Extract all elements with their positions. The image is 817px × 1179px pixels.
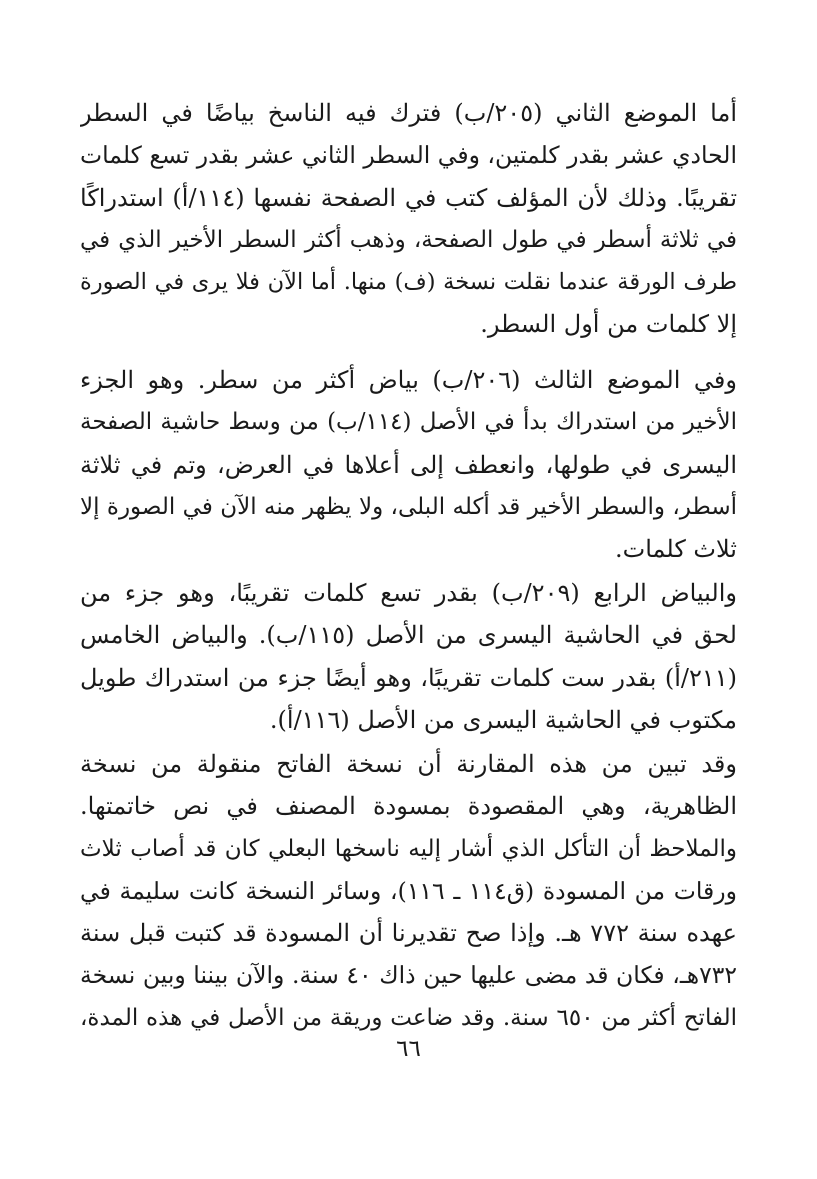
paragraph-3: [80, 572, 737, 741]
text-line: الحادي عشر بقدر كلمتين، وفي السطر الثاني عشر بقدر تسع كلمات: [80, 141, 737, 170]
text-line: والملاحظ أن التأكل الذي أشار إليه ناسخها البعلي كان قد أصاب ثلاث: [80, 835, 737, 862]
text-line: عهده سنة ٧٧٢ هـ. وإذا صح تقديرنا أن المسودة قد كتبت قبل سنة: [80, 919, 737, 948]
text-line: اليسرى في طولها، وانعطف إلى أعلاها في العرض، وتم في ثلاثة: [80, 450, 737, 479]
text-line: أما الموضع الثاني (٢٠٥/ب) فترك فيه الناسخ بياضًا في السطر: [80, 99, 737, 127]
paragraph-1: [80, 92, 737, 346]
text-line: مكتوب في الحاشية اليسرى من الأصل (١١٦/أ).: [269, 705, 737, 734]
text-line: أسطر، والسطر الأخير قد أكله البلى، ولا يظهر منه الآن في الصورة إلا: [80, 493, 737, 520]
paragraph-2: [80, 359, 737, 570]
text-line: الفاتح أكثر من ٦٥٠ سنة. وقد ضاعت وريقة من الأصل في هذه المدة،: [80, 1004, 737, 1031]
text-line: وفي الموضع الثالث (٢٠٦/ب) بياض أكثر من سطر. وهو الجزء: [80, 366, 737, 394]
paragraph-4: [80, 743, 737, 1039]
text-line: لحق في الحاشية اليسرى من الأصل (١١٥/ب). والبياض الخامس: [80, 621, 737, 650]
text-line: في ثلاثة أسطر في طول الصفحة، وذهب أكثر السطر الأخير الذي في: [80, 226, 737, 253]
text-line: تقريبًا. وذلك لأن المؤلف كتب في الصفحة نفسها (١١٤/أ) استدراكًا: [80, 183, 737, 212]
text-line: والبياض الرابع (٢٠٩/ب) بقدر تسع كلمات تقريبًا، وهو جزء من: [80, 579, 737, 607]
text-line: وقد تبين من هذه المقارنة أن نسخة الفاتح منقولة من نسخة: [80, 750, 737, 778]
text-line: ثلاث كلمات.: [614, 535, 737, 564]
text-line: (٢١١/أ) بقدر ست كلمات تقريبًا، وهو أيضًا جزء من استدراك طويل: [80, 663, 737, 692]
text-line: طرف الورقة عندما نقلت نسخة (ف) منها. أما الآن فلا يرى في الصورة: [80, 269, 737, 296]
text-line: الأخير من استدراك بدأ في الأصل (١١٤/ب) من وسط حاشية الصفحة: [80, 409, 737, 436]
page-number: ٦٦: [396, 1036, 421, 1062]
text-line: ورقات من المسودة (ق١١٤ ـ ١١٦)، وسائر النسخة كانت سليمة في: [80, 876, 737, 905]
text-line: الظاهرية، وهي المقصودة بمسودة المصنف في نص خاتمتها.: [80, 792, 737, 821]
text-line: إلا كلمات من أول السطر.: [480, 310, 737, 339]
text-line: ٧٣٢هـ، فكان قد مضى عليها حين ذاك ٤٠ سنة. والآن بيننا وبين نسخة: [80, 961, 737, 990]
